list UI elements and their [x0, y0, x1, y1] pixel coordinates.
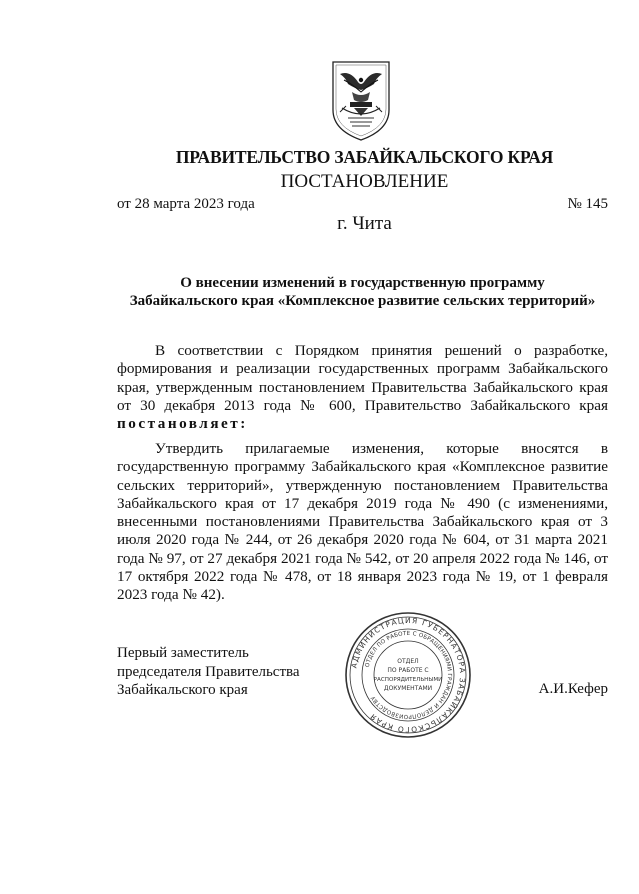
- coat-of-arms-icon: [330, 60, 392, 142]
- svg-text:ОТДЕЛ ПО РАБОТЕ С ОБРАЩЕНИЯМИ: [365, 631, 452, 719]
- signer-position-line-1: Первый заместитель: [117, 645, 249, 661]
- stamp-center-line-3: РАСПОРЯДИТЕЛЬНЫМИ: [373, 677, 443, 683]
- subject-line-2: Забайкальского края «Комплексное развитие сельских территорий»: [129, 293, 596, 309]
- subject-line-1: О внесении изменений в государственную программу: [180, 275, 545, 291]
- resolution-paragraph: Утвердить прилагаемые изменения, которые вносятся в государственную программу Забайкальского края «Комплексное развитие сельских территорий», утвержденную постановлением Правительства Забайкальского края от 17 декабря 2019 года № 490 (с изменениями, внесенными постановлениями Правительства Забайкальского края от 3 июля 2020 года № 244, от 26 декабря 2020 года № 604, от 31 марта 2021 года № 97, от 27 декабря 2021 года № 542, от 20 апреля 2022 года № 146, от 17 октября 2022 года № 478, от 18 января 2023 года № 19, от 1 февраля 2023 года № 42).: [117, 440, 608, 604]
- stamp-center-line-4: ДОКУМЕНТАМИ: [383, 685, 433, 692]
- document-city: г. Чита: [337, 213, 392, 234]
- preamble-text: В соответствии с Порядком принятия решений о разработке, формирования и реализации государственных программ Забайкальского края, утвержденным постановлением Правительства Забайкальского края от 30 декабря 2013 года № 600, Правительство Забайкальского края: [117, 342, 608, 414]
- document-number: № 145: [567, 196, 608, 212]
- signer-name: А.И.Кефер: [538, 681, 608, 697]
- decree-word: постановляет:: [117, 415, 248, 433]
- signer-position-line-3: Забайкальского края: [117, 682, 248, 698]
- stamp-outer-text: АДМИНИСТРАЦИЯ ГУБЕРНАТОРА ЗАБАЙКАЛЬСКОГО КРАЯ: [349, 615, 468, 735]
- stamp-inner-text: ОТДЕЛ ПО РАБОТЕ С ОБРАЩЕНИЯМИ ГРАЖДАН И ДЕЛОПРОИЗВОДСТВУ: [364, 630, 453, 720]
- document-type: ПОСТАНОВЛЕНИЕ: [280, 171, 449, 192]
- government-title: ПРАВИТЕЛЬСТВО ЗАБАЙКАЛЬСКОГО КРАЯ: [175, 147, 554, 167]
- document-date: от 28 марта 2023 года: [117, 196, 255, 212]
- stamp-center-line-1: ОТДЕЛ: [397, 658, 419, 665]
- signer-position: [117, 644, 300, 700]
- document-subject: [117, 274, 608, 310]
- stamp-center-line-2: ПО РАБОТЕ С: [387, 667, 429, 674]
- official-stamp: [343, 610, 473, 740]
- signer-position-line-2: председателя Правительства: [117, 663, 300, 680]
- preamble-paragraph: [117, 342, 608, 433]
